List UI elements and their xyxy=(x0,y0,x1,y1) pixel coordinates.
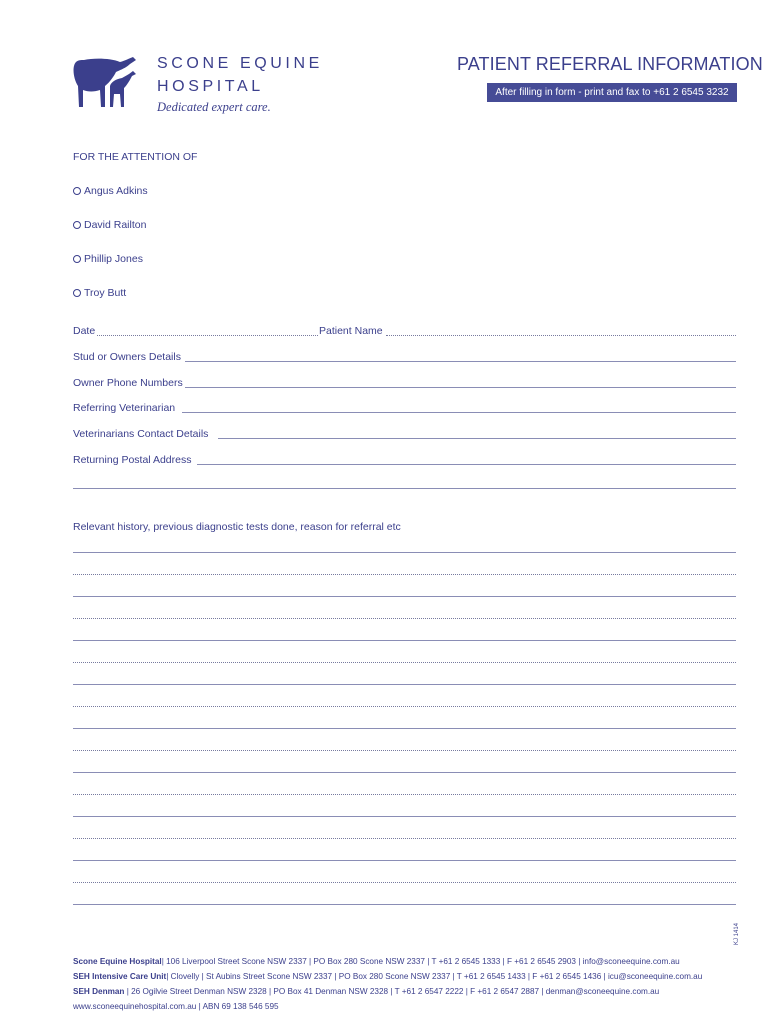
postal-address-input-line[interactable] xyxy=(197,464,736,465)
owner-phone-label: Owner Phone Numbers xyxy=(73,377,183,389)
footer-address-icu xyxy=(73,972,702,981)
history-writing-line[interactable] xyxy=(73,772,736,773)
attention-label: FOR THE ATTENTION OF xyxy=(73,151,198,163)
option-label: David Railton xyxy=(84,219,147,231)
history-writing-line[interactable] xyxy=(73,640,736,641)
footer-details: | 106 Liverpool Street Scone NSW 2337 | PO Box 280 Scone NSW 2337 | T +61 2 6545 1333 | F +61 2 6545 2903 | info@sconeequine.com.au xyxy=(161,957,680,966)
brand-name-line1: SCONE EQUINE xyxy=(157,55,323,72)
footer-address-denman xyxy=(73,987,659,996)
history-writing-line[interactable] xyxy=(73,816,736,817)
footer-details: | 26 Ogilvie Street Denman NSW 2328 | PO Box 41 Denman NSW 2328 | T +61 2 6547 2222 | F +61 2 6547 2887 | denman@sconeequine.com.au xyxy=(126,987,660,996)
date-input-line[interactable] xyxy=(97,335,318,336)
owner-phone-input-line[interactable] xyxy=(185,387,736,388)
footer-org-name: SEH Denman xyxy=(73,987,125,996)
footer-address-scone xyxy=(73,957,680,966)
footer-org-name: SEH Intensive Care Unit xyxy=(73,972,167,981)
brand-name-line2: HOSPITAL xyxy=(157,78,264,95)
attention-option-angus-adkins[interactable] xyxy=(73,185,148,197)
option-label: Angus Adkins xyxy=(84,185,148,197)
history-writing-line[interactable] xyxy=(73,838,736,839)
horse-and-foal-logo xyxy=(70,52,142,110)
stud-owners-input-line[interactable] xyxy=(185,361,736,362)
fax-instructions-banner: After filling in form - print and fax to +61 2 6545 3232 xyxy=(487,83,737,102)
radio-button-icon[interactable] xyxy=(73,255,81,263)
history-writing-line[interactable] xyxy=(73,794,736,795)
referring-vet-label: Referring Veterinarian xyxy=(73,402,176,414)
patient-name-input-line[interactable] xyxy=(386,335,736,336)
history-writing-line[interactable] xyxy=(73,904,736,905)
history-writing-line[interactable] xyxy=(73,750,736,751)
history-writing-line[interactable] xyxy=(73,574,736,575)
radio-button-icon[interactable] xyxy=(73,289,81,297)
history-writing-line[interactable] xyxy=(73,552,736,553)
stud-owners-label: Stud or Owners Details xyxy=(73,351,181,363)
footer-details: | Clovelly | St Aubins Street Scone NSW 2337 | PO Box 280 Scone NSW 2337 | T +61 2 6545 1433 | F +61 2 6545 1436 | icu@sconeequine.com.au xyxy=(166,972,703,981)
history-writing-line[interactable] xyxy=(73,860,736,861)
history-writing-line[interactable] xyxy=(73,706,736,707)
page-title: PATIENT REFERRAL INFORMATION xyxy=(457,54,763,74)
vet-contact-label: Veterinarians Contact Details xyxy=(73,428,209,440)
option-label: Phillip Jones xyxy=(84,253,143,265)
attention-option-troy-butt[interactable] xyxy=(73,287,126,299)
history-label: Relevant history, previous diagnostic tests done, reason for referral etc xyxy=(73,521,401,533)
patient-name-label: Patient Name xyxy=(319,325,383,337)
history-writing-line[interactable] xyxy=(73,596,736,597)
footer-org-name: Scone Equine Hospital xyxy=(73,957,162,966)
radio-button-icon[interactable] xyxy=(73,187,81,195)
vet-contact-input-line[interactable] xyxy=(218,438,736,439)
option-label: Troy Butt xyxy=(84,287,127,299)
history-writing-line[interactable] xyxy=(73,728,736,729)
radio-button-icon[interactable] xyxy=(73,221,81,229)
postal-address-label: Returning Postal Address xyxy=(73,454,192,466)
history-writing-line[interactable] xyxy=(73,618,736,619)
history-writing-line[interactable] xyxy=(73,882,736,883)
date-label: Date xyxy=(73,325,96,337)
history-writing-line[interactable] xyxy=(73,662,736,663)
referring-vet-input-line[interactable] xyxy=(182,412,736,413)
postal-address-input-line-2[interactable] xyxy=(73,488,736,489)
footer-website-abn: www.sconeequinehospital.com.au | ABN 69 138 546 595 xyxy=(73,1002,279,1011)
attention-option-david-railton[interactable] xyxy=(73,219,146,231)
history-writing-line[interactable] xyxy=(73,684,736,685)
attention-option-phillip-jones[interactable] xyxy=(73,253,143,265)
brand-tagline: Dedicated expert care. xyxy=(157,100,271,114)
form-code: KJ 1414 xyxy=(734,922,740,945)
